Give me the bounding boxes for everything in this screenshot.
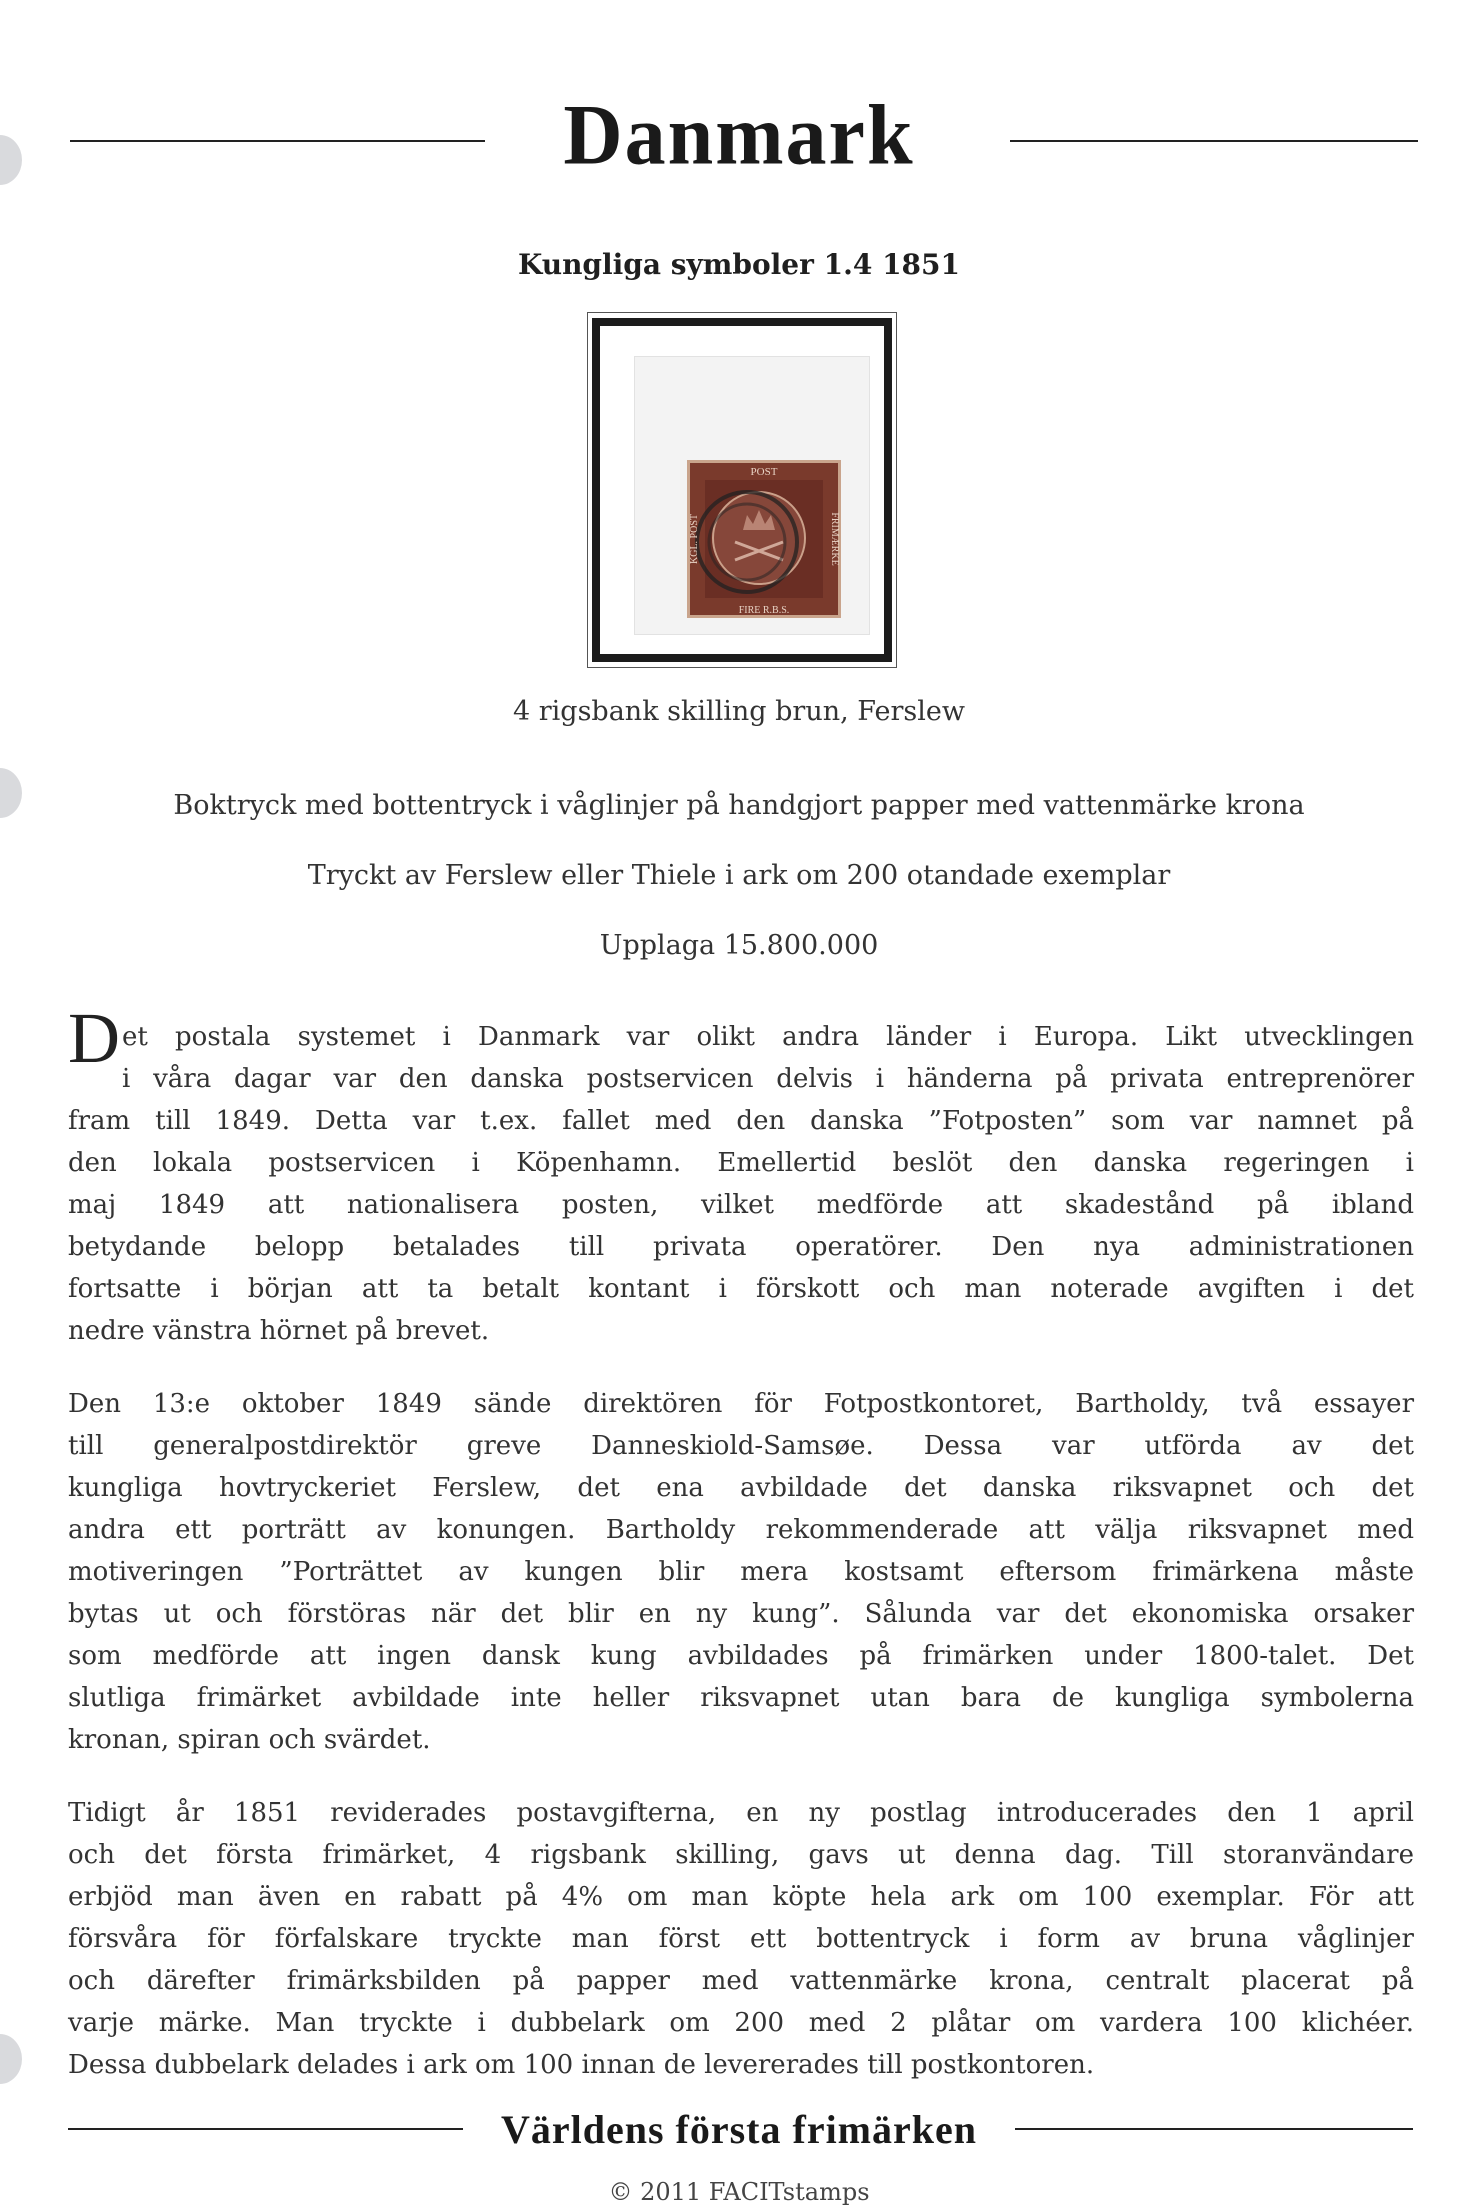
text-line: maj 1849 att nationalisera posten, vilket medförde att skadestånd på ibland [68,1190,1414,1220]
stamp-text-left: KGL. POST [689,513,700,565]
text-line: et postala systemet i Danmark var olikt andra länder i Europa. Likt utvecklingen [122,1022,1414,1052]
text-line: bytas ut och förstöras när det blir en ny kung”. Sålunda var det ekonomiska orsaker [68,1599,1414,1629]
detail-printing: Boktryck med bottentryck i våglinjer på handgjort papper med vattenmärke krona [173,790,1305,821]
text-line: motiveringen ”Porträttet av kungen blir mera kostsamt eftersom frimärkena måste [68,1557,1414,1587]
text-line: i våra dagar var den danska postservicen delvis i händerna på privata entreprenörer [122,1064,1414,1094]
text-line: Tidigt år 1851 reviderades postavgifterna, en ny postlag introducerades den 1 april [68,1798,1414,1828]
punch-hole [0,2034,22,2084]
text-line: fortsatte i början att ta betalt kontant i förskott och man noterade avgiften i det [68,1274,1414,1304]
stamp-frame [587,312,897,668]
page-subtitle: Kungliga symboler 1.4 1851 [517,248,960,281]
text-line: Den 13:e oktober 1849 sände direktören för Fotpostkontoret, Bartholdy, två essayer [68,1389,1414,1419]
page-title: Danmark [563,86,915,183]
footer-title: Världens första frimärken [500,2107,978,2152]
stamp-caption: 4 rigsbank skilling brun, Ferslew [512,696,966,727]
stamp-text-bottom: FIRE R.B.S. [738,605,790,616]
detail-edition: Upplaga 15.800.000 [599,930,879,961]
text-line: erbjöd man även en rabatt på 4% om man köpte hela ark om 100 exemplar. För att [68,1882,1414,1912]
text-line: betydande belopp betalades till privata operatörer. Den nya administrationen [68,1232,1414,1262]
stamp-text-top: POST [750,466,778,478]
text-line: fram till 1849. Detta var t.ex. fallet med den danska ”Fotposten” som var namnet på [68,1106,1414,1136]
text-line: varje märke. Man tryckte i dubbelark om 200 med 2 plåtar om vardera 100 klichéer. [68,2008,1414,2038]
text-line: andra ett porträtt av konungen. Bartholdy rekommenderade att välja riksvapnet med [68,1515,1414,1545]
paragraph-issue [68,1792,1414,2086]
paragraph-essays [68,1383,1414,1761]
text-line: till generalpostdirektör greve Danneskiold-Samsøe. Dessa var utförda av det [68,1431,1414,1461]
text-line: kungliga hovtryckeriet Ferslew, det ena avbildade det danska riksvapnet och det [68,1473,1414,1503]
stamp-text-right: FRIMÆRKE [829,512,840,566]
text-line: som medförde att ingen dansk kung avbildades på frimärken under 1800-talet. Det [68,1641,1414,1671]
drop-cap: D [68,998,120,1078]
text-line: den lokala postservicen i Köpenhamn. Emellertid beslöt den danska regeringen i [68,1148,1414,1178]
paragraph-history [68,998,1414,1352]
text-line: försvåra för förfalskare tryckte man först ett bottentryck i form av bruna våglinjer [68,1924,1414,1954]
copyright: © 2011 FACITstamps [608,2178,870,2206]
text-line: Dessa dubbelark delades i ark om 100 innan de levererades till postkontoren. [68,2050,1095,2080]
detail-printer: Tryckt av Ferslew eller Thiele i ark om 200 otandade exemplar [307,860,1171,891]
text-line: och därefter frimärksbilden på papper med vattenmärke krona, centralt placerat på [68,1966,1414,1996]
stamp-image [687,460,841,618]
text-line: nedre vänstra hörnet på brevet. [68,1316,490,1346]
text-line: och det första frimärket, 4 rigsbank skilling, gavs ut denna dag. Till storanvändare [68,1840,1414,1870]
text-line: kronan, spiran och svärdet. [68,1725,431,1755]
text-line: slutliga frimärket avbildade inte heller riksvapnet utan bara de kungliga symbolerna [68,1683,1414,1713]
stamp-mount [634,356,870,635]
